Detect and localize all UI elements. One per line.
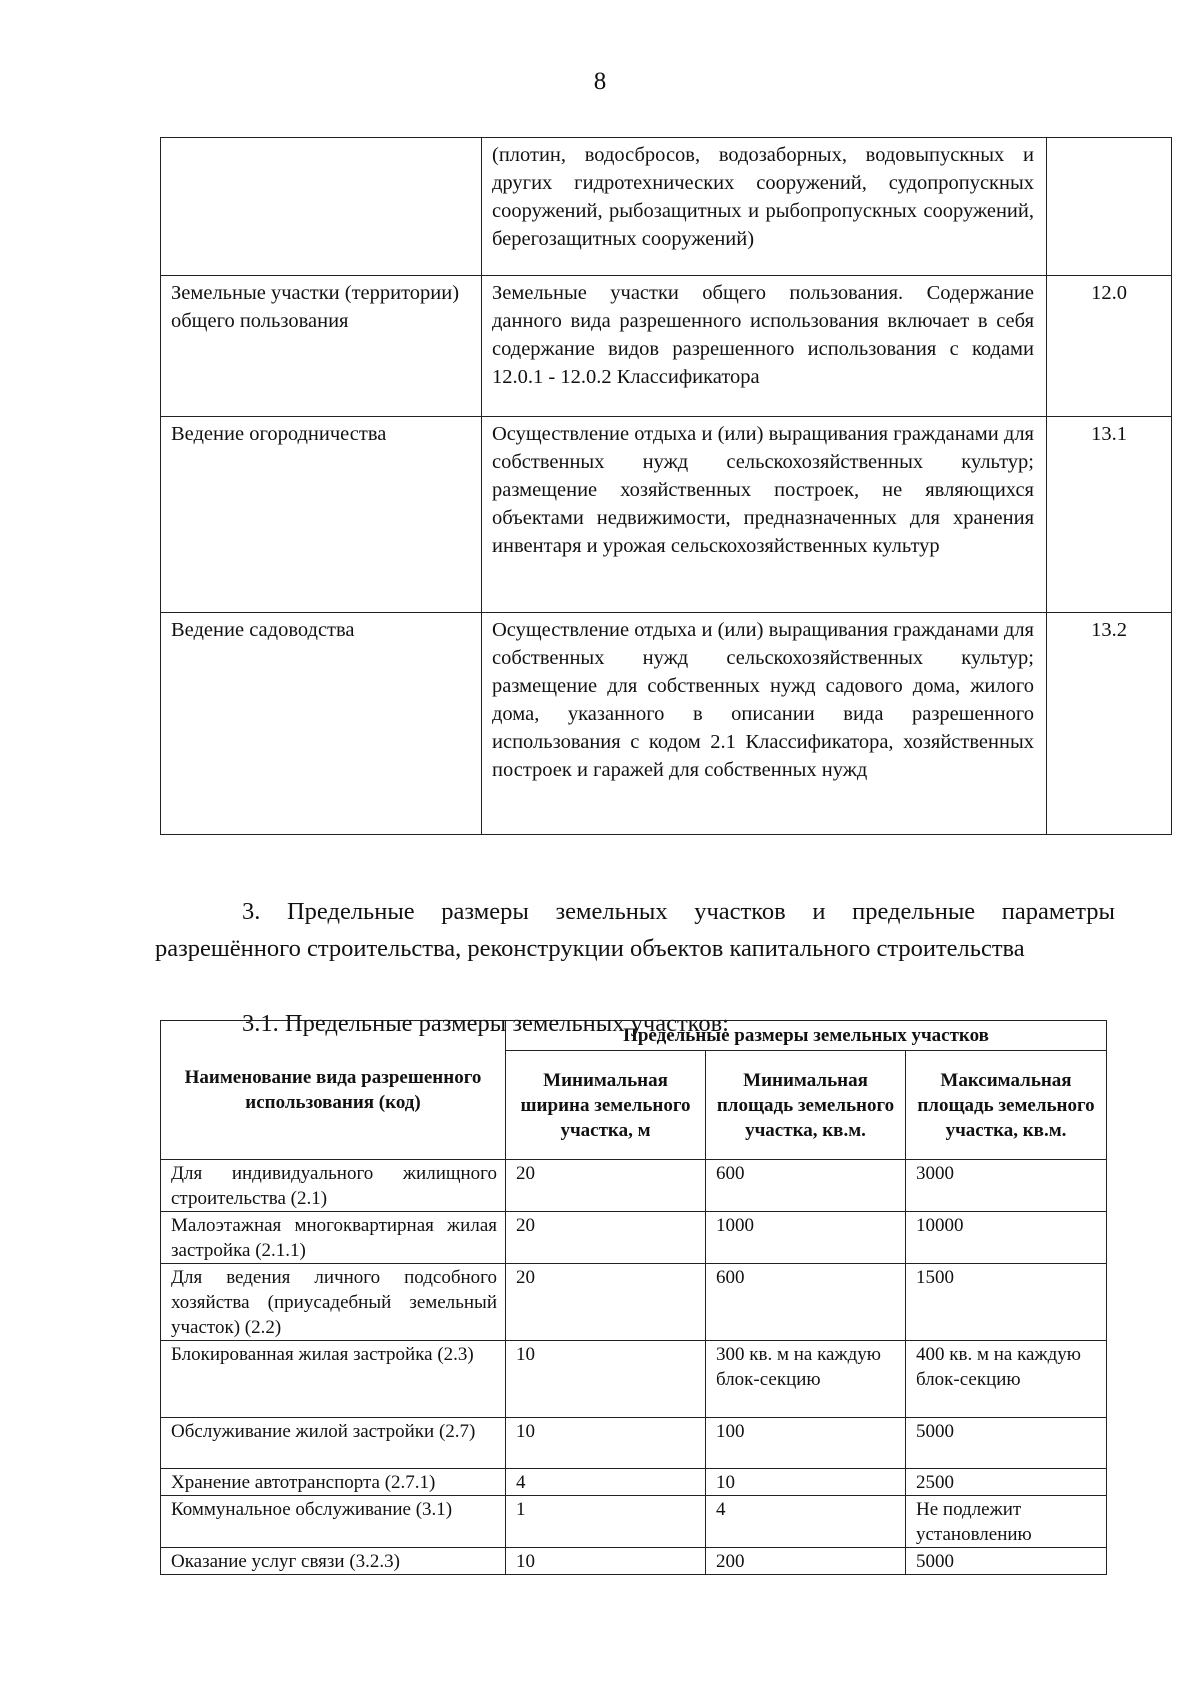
min-area-cell: 100 [706, 1418, 906, 1469]
header-group: Предельные размеры земельных участков [506, 1021, 1107, 1051]
use-name-cell: Для ведения личного подсобного хозяйства (приусадебный земельный участок) (2.2) [161, 1264, 506, 1341]
min-width-cell: 20 [506, 1160, 706, 1212]
table-header-row [161, 1021, 1107, 1051]
min-width-cell: 10 [506, 1548, 706, 1575]
header-max-area: Максимальная площадь земельного участка, кв.м. [906, 1051, 1107, 1160]
land-use-types-table [160, 137, 1172, 835]
use-description-cell: Осуществление отдыха и (или) выращивания гражданами для собственных нужд сельскохозяйственных культур; размещение для собственных нужд садового дома, жилого дома, указанного в описании вида разрешенного использования с кодом 2.1 Классификатора, хозяйственных построек и гаражей для собственных нужд [482, 613, 1047, 835]
min-width-cell: 10 [506, 1418, 706, 1469]
table-row [161, 1418, 1107, 1469]
use-name-cell: Оказание услуг связи (3.2.3) [161, 1548, 506, 1575]
min-width-cell: 4 [506, 1469, 706, 1496]
section-3-1-heading: 3.1. Предельные размеры земельных участков: [242, 1009, 729, 1037]
page-number: 8 [593, 68, 607, 95]
table-row [161, 276, 1172, 417]
use-name-cell: Малоэтажная многоквартирная жилая застройка (2.1.1) [161, 1212, 506, 1264]
max-area-cell: Не подлежит установлению [906, 1496, 1107, 1548]
min-area-cell: 600 [706, 1160, 906, 1212]
use-name-cell: Земельные участки (территории) общего пользования [161, 276, 482, 417]
min-area-cell: 300 кв. м на каждую блок-секцию [706, 1341, 906, 1418]
use-code-cell: 13.2 [1047, 613, 1172, 835]
table-row [161, 1160, 1107, 1212]
table-row [161, 417, 1172, 613]
table-row [161, 1496, 1107, 1548]
use-description-cell: (плотин, водосбросов, водозаборных, водовыпускных и других гидротехнических сооружений, судопропускных сооружений, рыбозащитных и рыбопропускных сооружений, берегозащитных сооружений) [482, 138, 1047, 276]
use-name-cell [161, 138, 482, 276]
max-area-cell: 10000 [906, 1212, 1107, 1264]
table-row [161, 1341, 1107, 1418]
max-area-cell: 400 кв. м на каждую блок-секцию [906, 1341, 1107, 1418]
header-min-width: Минимальная ширина земельного участка, м [506, 1051, 706, 1160]
max-area-cell: 5000 [906, 1548, 1107, 1575]
header-min-area: Минимальная площадь земельного участка, кв.м. [706, 1051, 906, 1160]
table-row [161, 1469, 1107, 1496]
min-area-cell: 200 [706, 1548, 906, 1575]
min-width-cell: 1 [506, 1496, 706, 1548]
use-description-cell: Осуществление отдыха и (или) выращивания гражданами для собственных нужд сельскохозяйственных культур; размещение хозяйственных построек, не являющихся объектами недвижимости, предназначенных для хранения инвентаря и урожая сельскохозяйственных культур [482, 417, 1047, 613]
min-area-cell: 4 [706, 1496, 906, 1548]
table-row [161, 138, 1172, 276]
table-row [161, 613, 1172, 835]
min-area-cell: 600 [706, 1264, 906, 1341]
land-plot-size-limits-table [160, 1020, 1107, 1575]
min-width-cell: 20 [506, 1212, 706, 1264]
header-use-name: Наименование вида разрешенного использования (код) [161, 1021, 506, 1160]
use-code-cell: 12.0 [1047, 276, 1172, 417]
min-area-cell: 1000 [706, 1212, 906, 1264]
max-area-cell: 2500 [906, 1469, 1107, 1496]
min-area-cell: 10 [706, 1469, 906, 1496]
use-description-cell: Земельные участки общего пользования. Содержание данного вида разрешенного использования включает в себя содержание видов разрешенного использования с кодами 12.0.1 - 12.0.2 Классификатора [482, 276, 1047, 417]
max-area-cell: 5000 [906, 1418, 1107, 1469]
use-name-cell: Ведение огородничества [161, 417, 482, 613]
use-name-cell: Коммунальное обслуживание (3.1) [161, 1496, 506, 1548]
section-3-heading: 3. Предельные размеры земельных участков и предельные параметры разрешённого строительства, реконструкции объектов капитального строительства [155, 897, 1115, 962]
use-name-cell: Обслуживание жилой застройки (2.7) [161, 1418, 506, 1469]
use-code-cell: 13.1 [1047, 417, 1172, 613]
min-width-cell: 20 [506, 1264, 706, 1341]
max-area-cell: 1500 [906, 1264, 1107, 1341]
min-width-cell: 10 [506, 1341, 706, 1418]
use-name-cell: Ведение садоводства [161, 613, 482, 835]
table-row [161, 1548, 1107, 1575]
table-row [161, 1212, 1107, 1264]
use-name-cell: Хранение автотранспорта (2.7.1) [161, 1469, 506, 1496]
table-row [161, 1264, 1107, 1341]
use-name-cell: Для индивидуального жилищного строительства (2.1) [161, 1160, 506, 1212]
use-code-cell [1047, 138, 1172, 276]
max-area-cell: 3000 [906, 1160, 1107, 1212]
use-name-cell: Блокированная жилая застройка (2.3) [161, 1341, 506, 1418]
